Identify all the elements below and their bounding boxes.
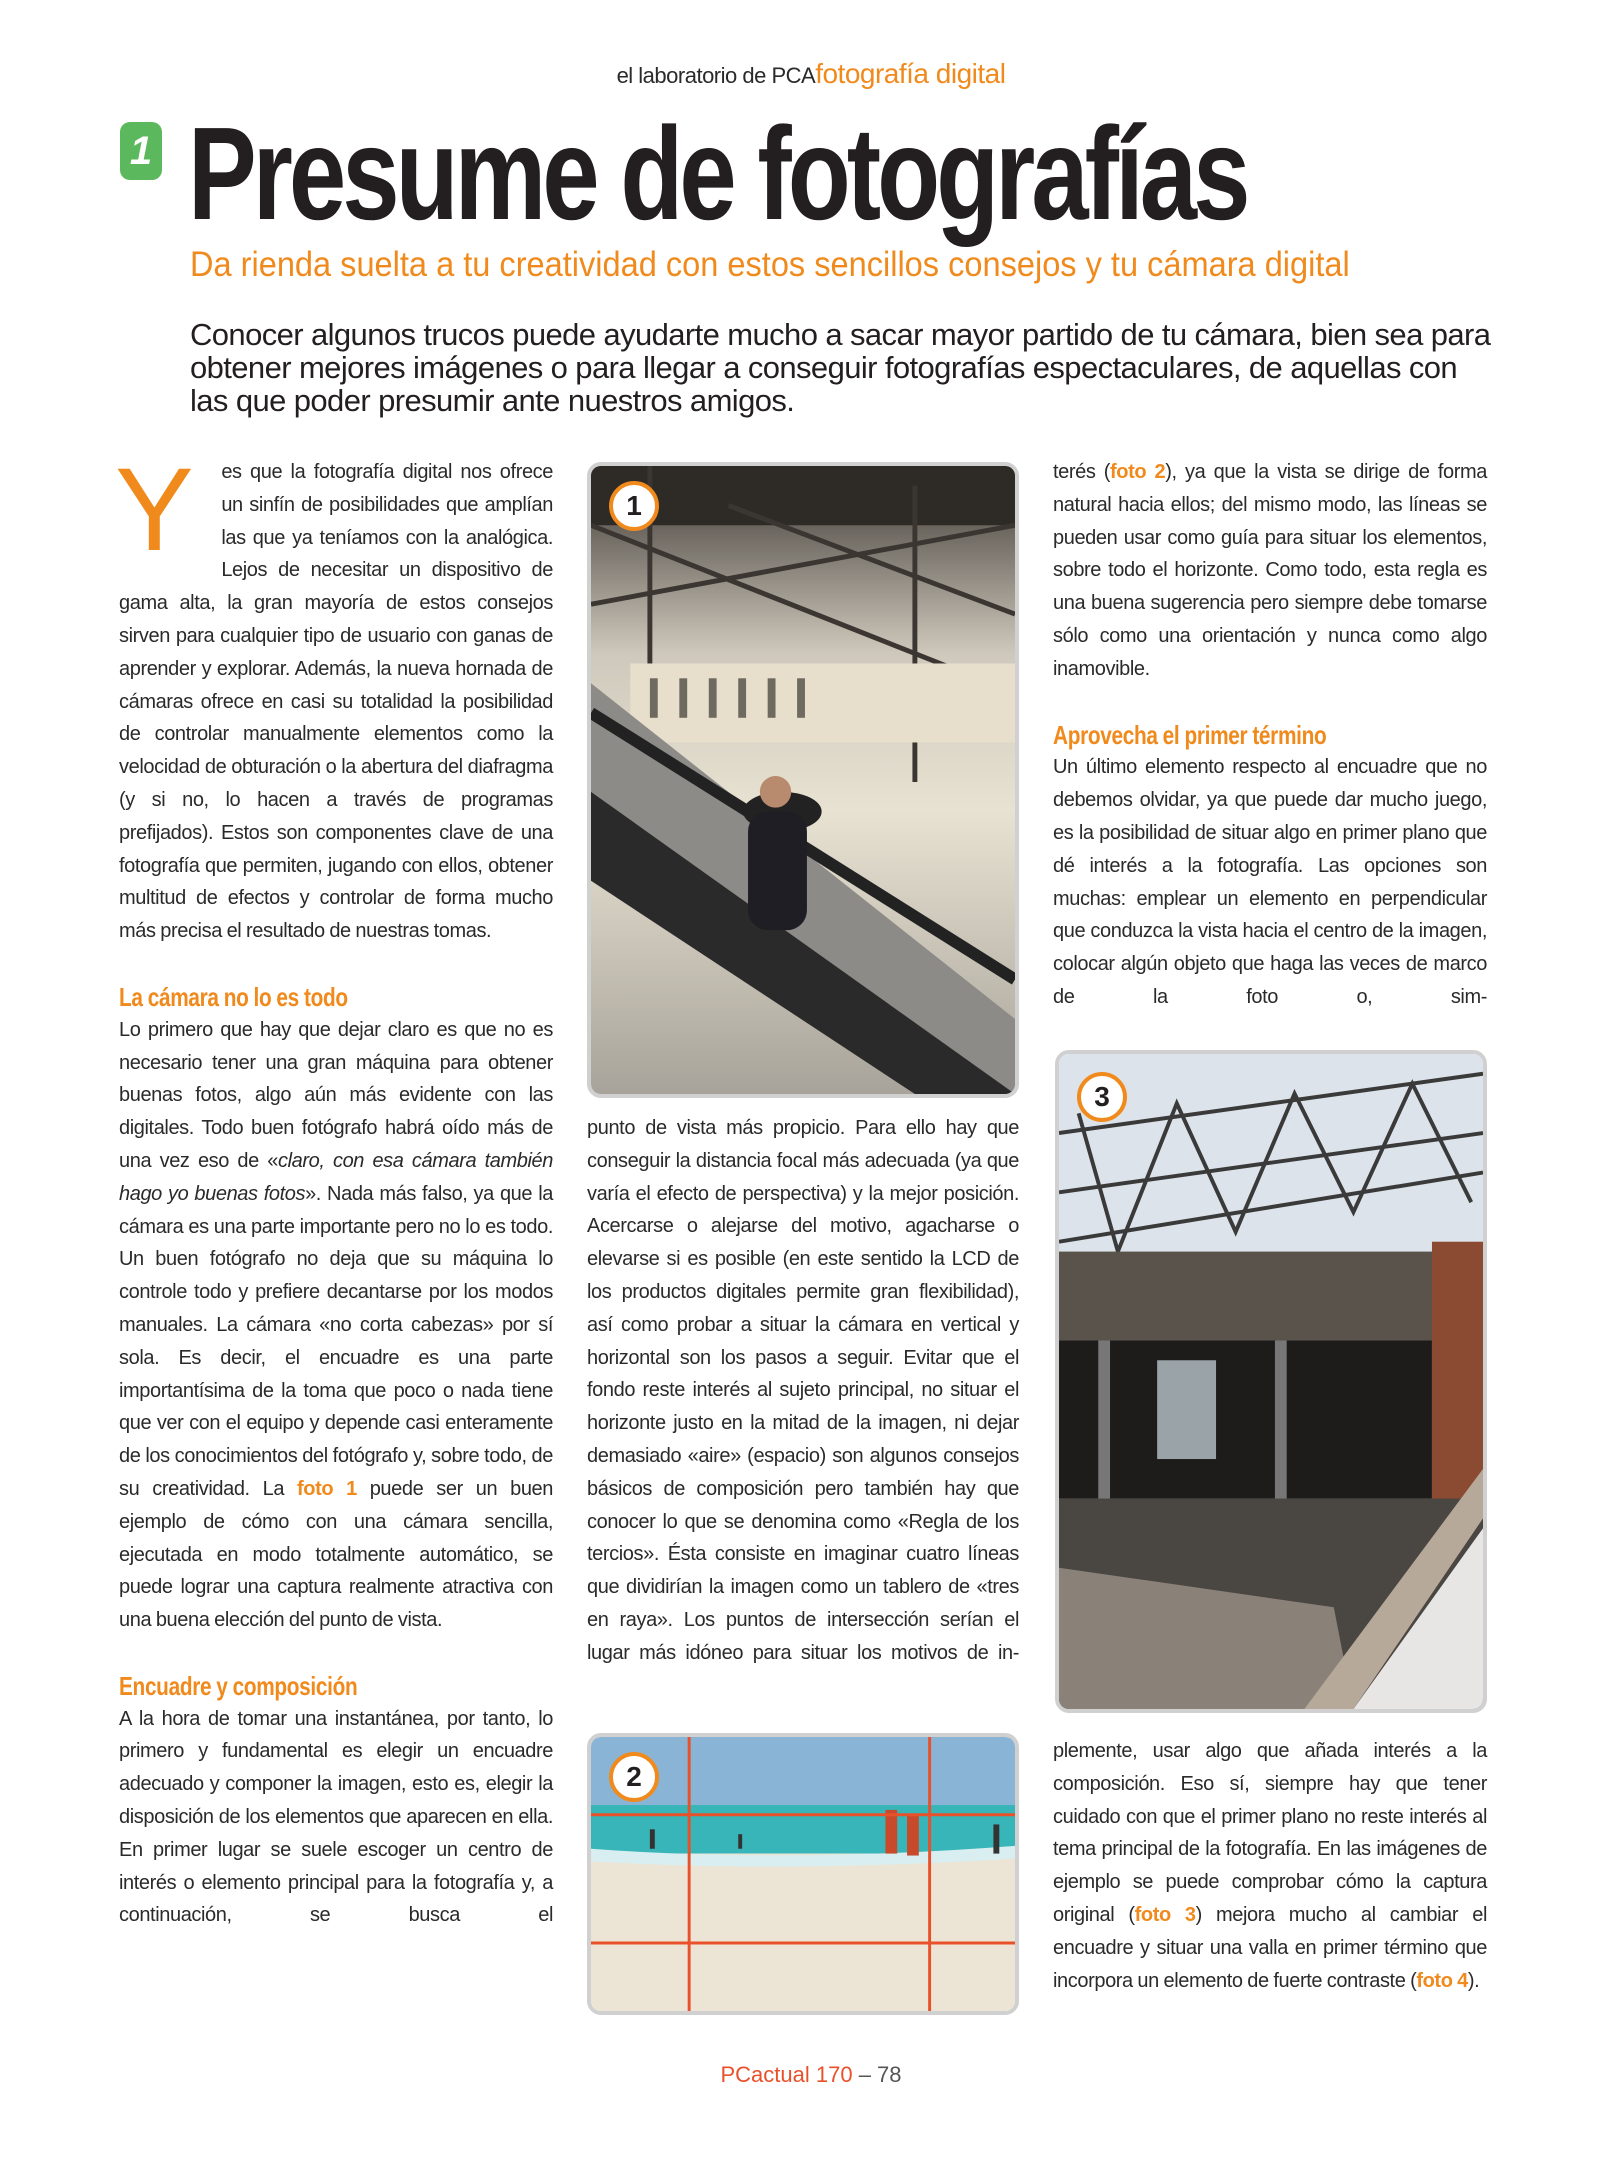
photo-escalator-station [587, 462, 1019, 1098]
paragraph [1053, 1735, 1487, 1997]
magazine-issue: PCactual 170 [720, 2062, 853, 2087]
page-title: Presume de fotografías [188, 100, 1247, 247]
paragraph [119, 1014, 553, 1637]
intro-paragraph: Conocer algunos trucos puede ayudarte mucho a sacar mayor partido de tu cámara, bien sea para obtener mejores imágenes o para llegar a conseguir fotografías espectaculares, de aquellas con las que poder presumir ante nuestros amigos. [190, 317, 1491, 418]
middle-column [587, 1112, 1019, 1670]
dropcap: Y [115, 444, 194, 576]
paragraph: A la hora de tomar una instantánea, por tanto, lo primero y fundamental es elegir un encuadre adecuado y componer la imagen, esto es, elegir la disposición de los elementos que aparecen en ella. En primer lugar se suele escoger un centro de interés o elemento principal para la fotografía y, a continuación, se busca el [119, 1707, 553, 1927]
paragraph [115, 444, 553, 948]
paragraph-text: es que la fotografía digital nos ofrece un sinfín de posibilidades que amplían las que ya teníamos con la analógica. Lejos de necesitar un dispositivo de gama alta, la gran mayoría de estos consejos sirven para cualquier tipo de usuario con ganas de aprender y explorar. Además, la nueva hornada de cámaras ofrece en casi su totalidad la posibilidad de controlar manualmente elementos como la velocidad de obturación o la abertura del diafragma (y si no, lo hacen a través de programas prefijados). Estos son componentes clave de una fotografía que permiten, jugando con ellos, obtener multitud de efectos y controlar de forma mucho más precisa el resultado de nuestras tomas. [119, 461, 553, 943]
photo-demolished-building [1055, 1050, 1487, 1713]
paragraph: Un último elemento respecto al encuadre que no debemos olvidar, ya que puede dar mucho juego, es la posibilidad de situar algo en primer plano que dé interés a la fotografía. Las opciones son muchas: emplear un elemento en perpendicular que conduzca la vista hacia el centro de la imagen, colocar algún objeto que haga las veces de marco de la foto o, sim- [1053, 756, 1487, 1008]
photo-number-badge: 1 [609, 481, 659, 531]
photo-number-badge: 3 [1077, 1072, 1127, 1122]
page-number: – 78 [852, 2062, 902, 2087]
photo-reference: foto 2 [1110, 461, 1166, 483]
paragraph-text: terés ( [1053, 461, 1111, 483]
photo-reference: foto 1 [297, 1477, 357, 1500]
article-number-badge: 1 [120, 122, 162, 180]
photo-image [591, 466, 1015, 1094]
paragraph [1053, 456, 1487, 686]
paragraph-text: ), ya que la vista se dirige de forma natural hacia ellos; del mismo modo, las líneas se pueden usar como guía para situar los elementos, sobre todo el horizonte. Como todo, esta regla es una buena sugerencia pero siempre debe tomarse sólo como una orientación y nunca como algo inamovible. [1053, 461, 1487, 680]
page-subtitle: Da rienda suelta a tu creatividad con estos sencillos consejos y tu cámara digital [190, 245, 1350, 284]
section-header [0, 58, 1622, 92]
paragraph-text: ). [1467, 1969, 1480, 1992]
right-column [1053, 456, 1487, 1014]
header-section: fotografía digital [815, 58, 1006, 89]
photo-image [1059, 1054, 1483, 1709]
photo-beach-rule-of-thirds [587, 1733, 1019, 2015]
photo-number-badge: 2 [609, 1752, 659, 1802]
section-heading: Aprovecha el primer término [1053, 719, 1327, 750]
right-column-continued [1053, 1735, 1487, 1997]
paragraph-text: Lo primero que hay que dejar claro es que no es necesario tener una gran máquina para obtener buenas fotos, algo aún más evidente con las digitales. Todo buen fotógrafo habrá oído más de una vez eso de « [119, 1018, 553, 1172]
left-column [115, 444, 553, 1932]
header-prefix: el laboratorio de PCA [616, 63, 816, 88]
paragraph-text: puede ser un buen ejemplo de cómo con una cámara sencilla, ejecutada en modo totalmente automático, se puede lograr una captura realmente atractiva con una buena elección del punto de vista. [119, 1477, 553, 1632]
paragraph: punto de vista más propicio. Para ello hay que conseguir la distancia focal más adecuada (ya que varía el efecto de perspectiva) y la mejor posición. Acercarse o alejarse del motivo, agacharse o elevarse si es posible (en este sentido la LCD de los productos digitales permite gran flexibilidad), así como probar a situar la cámara en vertical y horizontal son los pasos a seguir. Evitar que el fondo reste interés al sujeto principal, no situar el horizonte justo en la mitad de la imagen, ni dejar demasiado «aire» (espacio) son algunos consejos básicos de composición pero también hay que conocer lo que se denomina como «Regla de los tercios». Ésta consiste en imaginar cuatro líneas que dividirían la imagen como un tablero de «tres en raya». Los puntos de intersección serían el lugar más idóneo para situar los motivos de in- [587, 1117, 1019, 1664]
section-heading: Encuadre y composición [119, 1670, 358, 1701]
section-heading: La cámara no lo es todo [119, 981, 348, 1012]
paragraph-text: plemente, usar algo que añada interés a la composición. Eso sí, siempre hay que tener cuidado con que el primer plano no reste interés al tema principal de la fotografía. En las imágenes de ejemplo se puede comprobar cómo la captura original ( [1053, 1740, 1487, 1926]
photo-reference: foto 4 [1416, 1969, 1468, 1992]
paragraph-text: ». Nada más falso, ya que la cámara es una parte importante pero no lo es todo. Un buen fotógrafo no deja que su máquina lo controle todo y prefiere decantarse por los modos manuales. La cámara «no corta cabezas» por sí sola. Es decir, el encuadre es una parte importantísima de la toma que poco o nada tiene que ver con el equipo y depende casi enteramente de los conocimientos del fotógrafo y, sobre todo, de su creatividad. La [119, 1182, 553, 1500]
page-footer [0, 2062, 1622, 2088]
photo-reference: foto 3 [1134, 1903, 1196, 1926]
paragraph-text: ) mejora mucho al cambiar el encuadre y situar una valla en primer término que incorpora un elemento de fuerte contraste ( [1053, 1903, 1487, 1992]
quote: claro, con esa cámara también hago yo buenas fotos [119, 1149, 553, 1205]
